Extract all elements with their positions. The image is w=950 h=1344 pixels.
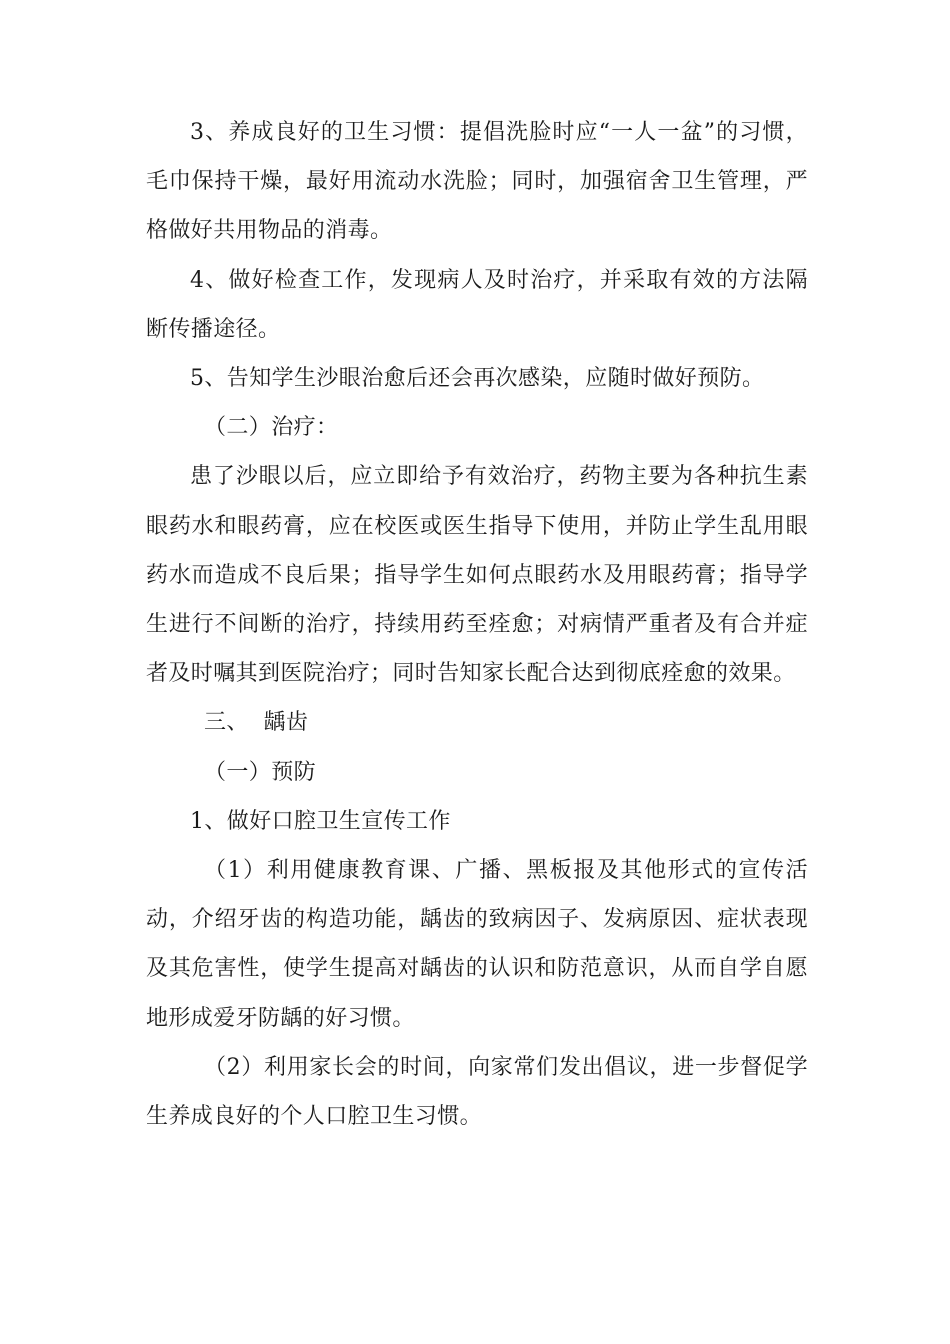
paragraph-reinfection-notice: 5、告知学生沙眼治愈后还会再次感染，应随时做好预防。 <box>190 366 765 392</box>
paragraph-health-education: （1）利用健康教育课、广播、黑板报及其他形式的宣传活动，介绍牙齿的构造功能，龋齿的致病因子、发病原因、症状表现及其危害性，使学生提高对龋齿的认识和防范意识，从而自学自愿地形成爱牙防龋的好习惯。 <box>146 858 808 1031</box>
heading-treatment: （二）治疗： <box>204 415 339 441</box>
paragraph-hygiene-habits: 3、养成良好的卫生习惯：提倡洗脸时应“一人一盆”的习惯，毛巾保持干燥，最好用流动水洗脸；同时，加强宿舍卫生管理，严格做好共用物品的消毒。 <box>146 120 808 244</box>
paragraph-inspection-work: 4、做好检查工作，发现病人及时治疗，并采取有效的方法隔断传播途径。 <box>146 267 808 342</box>
heading-prevention: （一）预防 <box>204 759 317 785</box>
paragraph-parent-meeting: （2）利用家长会的时间，向家常们发出倡议，进一步督促学生养成良好的个人口腔卫生习惯。 <box>146 1054 808 1130</box>
document-body <box>146 108 808 1141</box>
paragraph-oral-hygiene-promotion: 1、做好口腔卫生宣传工作 <box>190 808 451 834</box>
section-heading-dental-caries: 三、 龋齿 <box>204 710 309 736</box>
paragraph-treatment-details: 患了沙眼以后，应立即给予有效治疗，药物主要为各种抗生素眼药水和眼药膏，应在校医或医生指导下使用，并防止学生乱用眼药水而造成不良后果；指导学生如何点眼药水及用眼药膏；指导学生进行不间断的治疗，持续用药至痊愈；对病情严重者及有合并症者及时嘱其到医院治疗；同时告知家长配合达到彻底痊愈的效果。 <box>146 464 808 687</box>
